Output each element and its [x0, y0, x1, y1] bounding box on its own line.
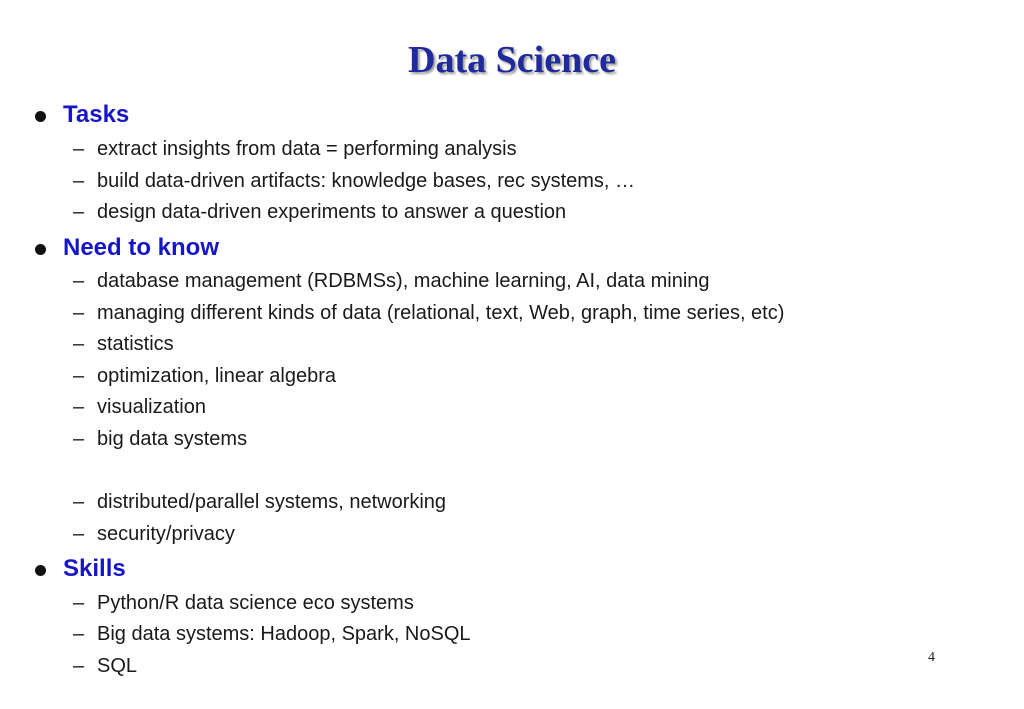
section-skills	[35, 552, 126, 586]
list-item	[73, 425, 247, 453]
dash-icon: –	[73, 269, 85, 292]
dash-icon: –	[73, 200, 85, 223]
dash-icon: –	[73, 654, 85, 677]
list-item-text: Big data systems: Hadoop, Spark, NoSQL	[97, 622, 471, 645]
page-number: 4	[928, 650, 935, 665]
list-item-text: visualization	[97, 395, 206, 418]
dash-icon: –	[73, 395, 85, 418]
list-item-text: database management (RDBMSs), machine learning, AI, data mining	[97, 269, 710, 292]
list-item	[73, 362, 336, 390]
list-item-text: managing different kinds of data (relational, text, Web, graph, time series, etc)	[97, 301, 785, 324]
list-item	[73, 620, 471, 648]
section-heading-skills: Skills	[63, 555, 126, 582]
list-item	[73, 488, 446, 516]
dash-icon: –	[73, 301, 85, 324]
section-heading-need-to-know: Need to know	[63, 234, 220, 261]
list-item	[73, 198, 566, 226]
section-tasks	[35, 98, 129, 132]
dash-icon: –	[73, 622, 85, 645]
list-item-text: big data systems	[97, 427, 248, 450]
list-item	[73, 267, 710, 295]
bullet-dot-icon	[35, 565, 46, 576]
bullet-dot-icon	[35, 111, 46, 122]
dash-icon: –	[73, 169, 85, 192]
list-item-text: security/privacy	[97, 522, 235, 545]
list-item	[73, 589, 414, 617]
list-item	[73, 135, 517, 163]
dash-icon: –	[73, 364, 85, 387]
list-item	[73, 393, 206, 421]
bullet-dot-icon	[35, 244, 46, 255]
section-need-to-know	[35, 231, 219, 265]
list-item	[73, 167, 635, 195]
list-item-text: statistics	[97, 332, 174, 355]
dash-icon: –	[73, 427, 85, 450]
slide-title: Data Science	[408, 39, 616, 81]
list-item	[73, 652, 137, 680]
list-item	[73, 299, 784, 327]
dash-icon: –	[73, 522, 85, 545]
list-item	[73, 520, 235, 548]
list-item-text: build data-driven artifacts: knowledge bases, rec systems, …	[97, 169, 636, 192]
list-item-text: optimization, linear algebra	[97, 364, 337, 387]
list-item-text: extract insights from data = performing analysis	[97, 137, 517, 160]
dash-icon: –	[73, 332, 85, 355]
list-item-text: Python/R data science eco systems	[97, 591, 414, 614]
dash-icon: –	[73, 490, 85, 513]
section-heading-tasks: Tasks	[63, 101, 130, 128]
list-item-text: design data-driven experiments to answer a question	[97, 200, 567, 223]
list-item-text: SQL	[97, 654, 138, 677]
list-item	[73, 330, 174, 358]
dash-icon: –	[73, 591, 85, 614]
dash-icon: –	[73, 137, 85, 160]
list-item-text: distributed/parallel systems, networking	[97, 490, 447, 513]
